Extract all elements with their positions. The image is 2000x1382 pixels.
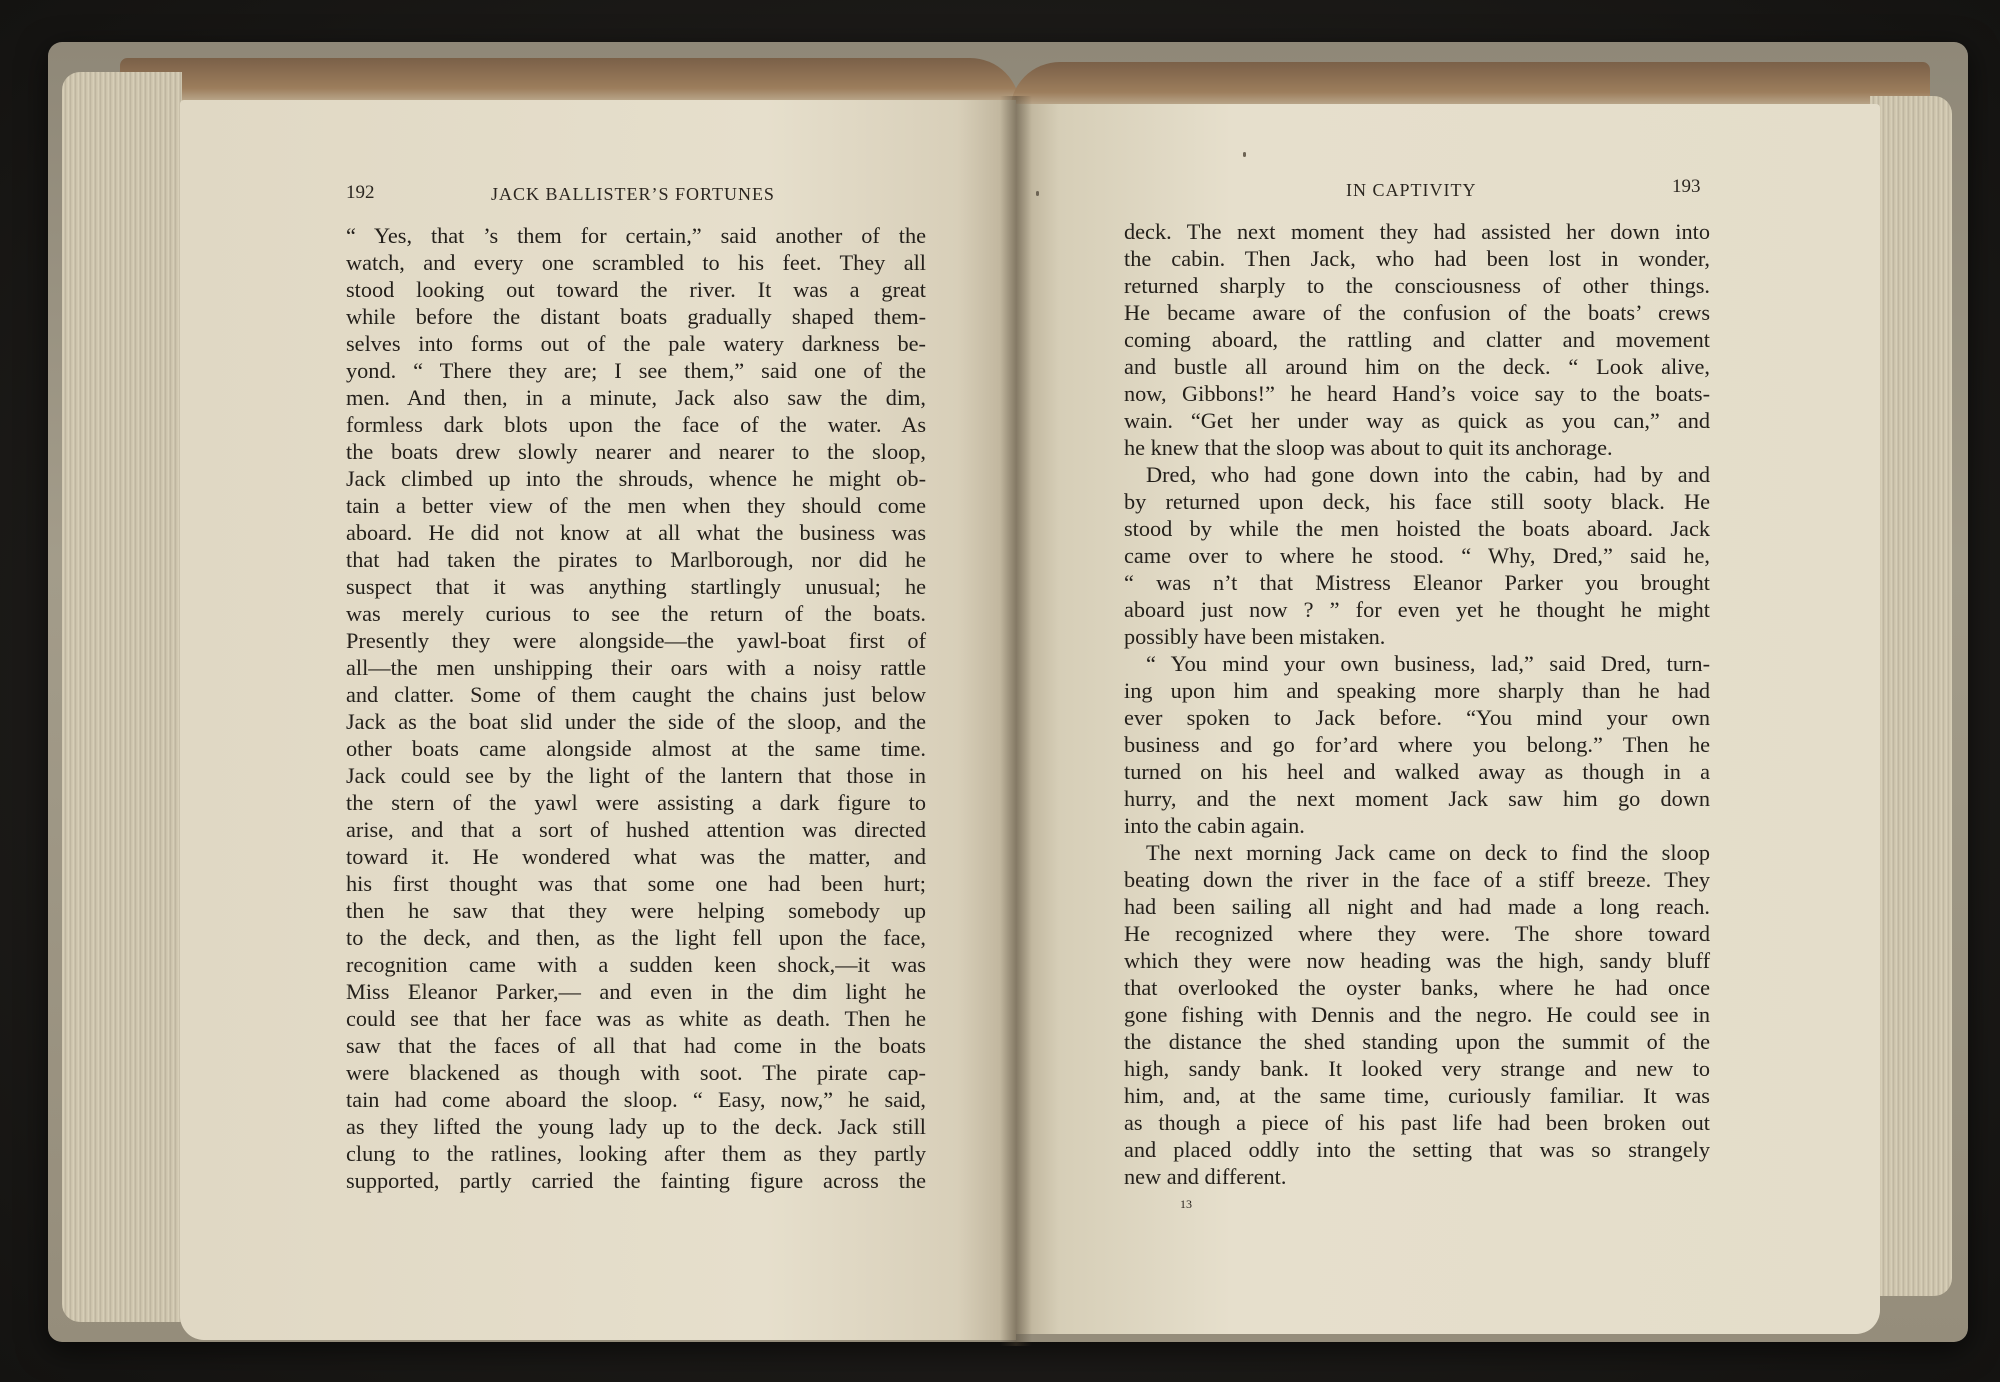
text-line: now, Gibbons!” he heard Hand’s voice say to the boats- [1124, 381, 1710, 406]
text-line: suspect that it was anything startlingly unusual; he [346, 574, 926, 599]
text-line: the boats drew slowly nearer and nearer to the sloop, [346, 439, 926, 464]
text-line: aboard just now ? ” for even yet he thought he might [1124, 597, 1710, 622]
right-page-text [1124, 218, 1710, 1190]
signature-mark: 13 [1180, 1197, 1192, 1211]
text-line: him, and, at the same time, curiously familiar. It was [1124, 1083, 1710, 1108]
text-line: “ You mind your own business, lad,” said Dred, turn- [1146, 651, 1710, 676]
text-line: clung to the ratlines, looking after them as they partly [346, 1141, 926, 1166]
text-line: Jack as the boat slid under the side of the sloop, and the [346, 709, 926, 734]
text-line: saw that the faces of all that had come in the boats [346, 1033, 926, 1058]
text-line: was merely curious to see the return of the boats. [346, 601, 926, 626]
text-line: He recognized where they were. The shore toward [1124, 921, 1710, 946]
text-line: selves into forms out of the pale watery darkness be- [346, 331, 926, 356]
text-line: all—the men unshipping their oars with a noisy rattle [346, 655, 926, 680]
text-line: recognition came with a sudden keen shock,—it was [346, 952, 926, 977]
text-line: hurry, and the next moment Jack saw him go down [1124, 786, 1710, 811]
text-line: then he saw that they were helping somebody up [346, 898, 926, 923]
page-edges-right [1870, 96, 1952, 1296]
left-running-head: JACK BALLISTER’S FORTUNES [491, 184, 775, 204]
text-line: Dred, who had gone down into the cabin, had by and [1146, 462, 1710, 487]
text-line: men. And then, in a minute, Jack also saw the dim, [346, 385, 926, 410]
text-line: coming aboard, the rattling and clatter and movement [1124, 327, 1710, 352]
text-line: toward it. He wondered what was the matter, and [346, 844, 926, 869]
text-line: into the cabin again. [1124, 813, 1305, 838]
text-line: watch, and every one scrambled to his feet. They all [346, 250, 926, 275]
text-line: while before the distant boats gradually shaped them- [346, 304, 926, 329]
text-line: aboard. He did not know at all what the business was [346, 520, 926, 545]
text-line: arise, and that a sort of hushed attention was directed [346, 817, 926, 842]
text-line: to the deck, and then, as the light fell upon the face, [346, 925, 926, 950]
text-line: high, sandy bank. It looked very strange and new to [1124, 1056, 1710, 1081]
text-line: Jack climbed up into the shrouds, whence he might ob- [346, 466, 926, 491]
text-line: business and go for’ard where you belong.” Then he [1124, 732, 1710, 757]
text-line: were blackened as though with soot. The pirate cap- [346, 1060, 926, 1085]
left-page-number: 192 [346, 182, 375, 203]
text-line: ing upon him and speaking more sharply than he had [1124, 678, 1710, 703]
text-line: stood looking out toward the river. It was a great [346, 277, 926, 302]
text-line: supported, partly carried the fainting figure across the [346, 1168, 926, 1193]
text-line: which they were now heading was the high, sandy bluff [1124, 948, 1710, 973]
book-gutter [1000, 96, 1032, 1346]
left-page-text [346, 222, 926, 1194]
text-line: he knew that the sloop was about to quit its anchorage. [1124, 435, 1613, 460]
page-edges-left [62, 72, 182, 1322]
text-line: his first thought was that some one had been hurt; [346, 871, 926, 896]
right-page-number: 193 [1672, 176, 1701, 197]
text-line: that overlooked the oyster banks, where he had once [1124, 975, 1710, 1000]
text-line: as though a piece of his past life had been broken out [1124, 1110, 1710, 1135]
right-running-head: IN CAPTIVITY [1346, 180, 1477, 200]
text-line: Presently they were alongside—the yawl-boat first of [346, 628, 926, 653]
text-line: other boats came alongside almost at the same time. [346, 736, 926, 761]
text-line: possibly have been mistaken. [1124, 624, 1386, 649]
text-line: had been sailing all night and had made a long reach. [1124, 894, 1710, 919]
text-line: deck. The next moment they had assisted her down into [1124, 219, 1710, 244]
text-line: Miss Eleanor Parker,— and even in the dim light he [346, 979, 926, 1004]
text-line: came over to where he stood. “ Why, Dred,” said he, [1124, 543, 1710, 568]
text-line: and clatter. Some of them caught the chains just below [346, 682, 926, 707]
text-line: tain a better view of the men when they should come [346, 493, 926, 518]
text-line: gone fishing with Dennis and the negro. He could see in [1124, 1002, 1710, 1027]
text-line: turned on his heel and walked away as though in a [1124, 759, 1710, 784]
text-line: beating down the river in the face of a stiff breeze. They [1124, 867, 1710, 892]
text-line: and placed oddly into the setting that was so strangely [1124, 1137, 1710, 1162]
text-line: and bustle all around him on the deck. “ Look alive, [1124, 354, 1710, 379]
text-line: the stern of the yawl were assisting a dark figure to [346, 790, 926, 815]
text-line: The next morning Jack came on deck to find the sloop [1146, 840, 1710, 865]
text-line: Jack could see by the light of the lantern that those in [346, 763, 926, 788]
text-line: new and different. [1124, 1164, 1287, 1189]
text-line: ever spoken to Jack before. “You mind your own [1124, 705, 1710, 730]
text-line: returned sharply to the consciousness of other things. [1124, 273, 1710, 298]
text-line: wain. “Get her under way as quick as you can,” and [1124, 408, 1710, 433]
text-line: stood by while the men hoisted the boats aboard. Jack [1124, 516, 1710, 541]
text-line: “ Yes, that ’s them for certain,” said another of the [346, 223, 926, 248]
text-line: the cabin. Then Jack, who had been lost in wonder, [1124, 246, 1710, 271]
text-line: could see that her face was as white as death. Then he [346, 1006, 926, 1031]
page-speck [1243, 152, 1246, 157]
text-line: tain had come aboard the sloop. “ Easy, now,” he said, [346, 1087, 926, 1112]
text-line: formless dark blots upon the face of the water. As [346, 412, 926, 437]
text-line: the distance the shed standing upon the summit of the [1124, 1029, 1710, 1054]
text-line: He became aware of the confusion of the boats’ crews [1124, 300, 1710, 325]
text-line: by returned upon deck, his face still sooty black. He [1124, 489, 1710, 514]
text-line: “ was n’t that Mistress Eleanor Parker you brought [1124, 570, 1710, 595]
text-line: as they lifted the young lady up to the deck. Jack still [346, 1114, 926, 1139]
text-line: that had taken the pirates to Marlborough, nor did he [346, 547, 926, 572]
page-speck [1036, 191, 1039, 196]
text-line: yond. “ There they are; I see them,” said one of the [346, 358, 926, 383]
